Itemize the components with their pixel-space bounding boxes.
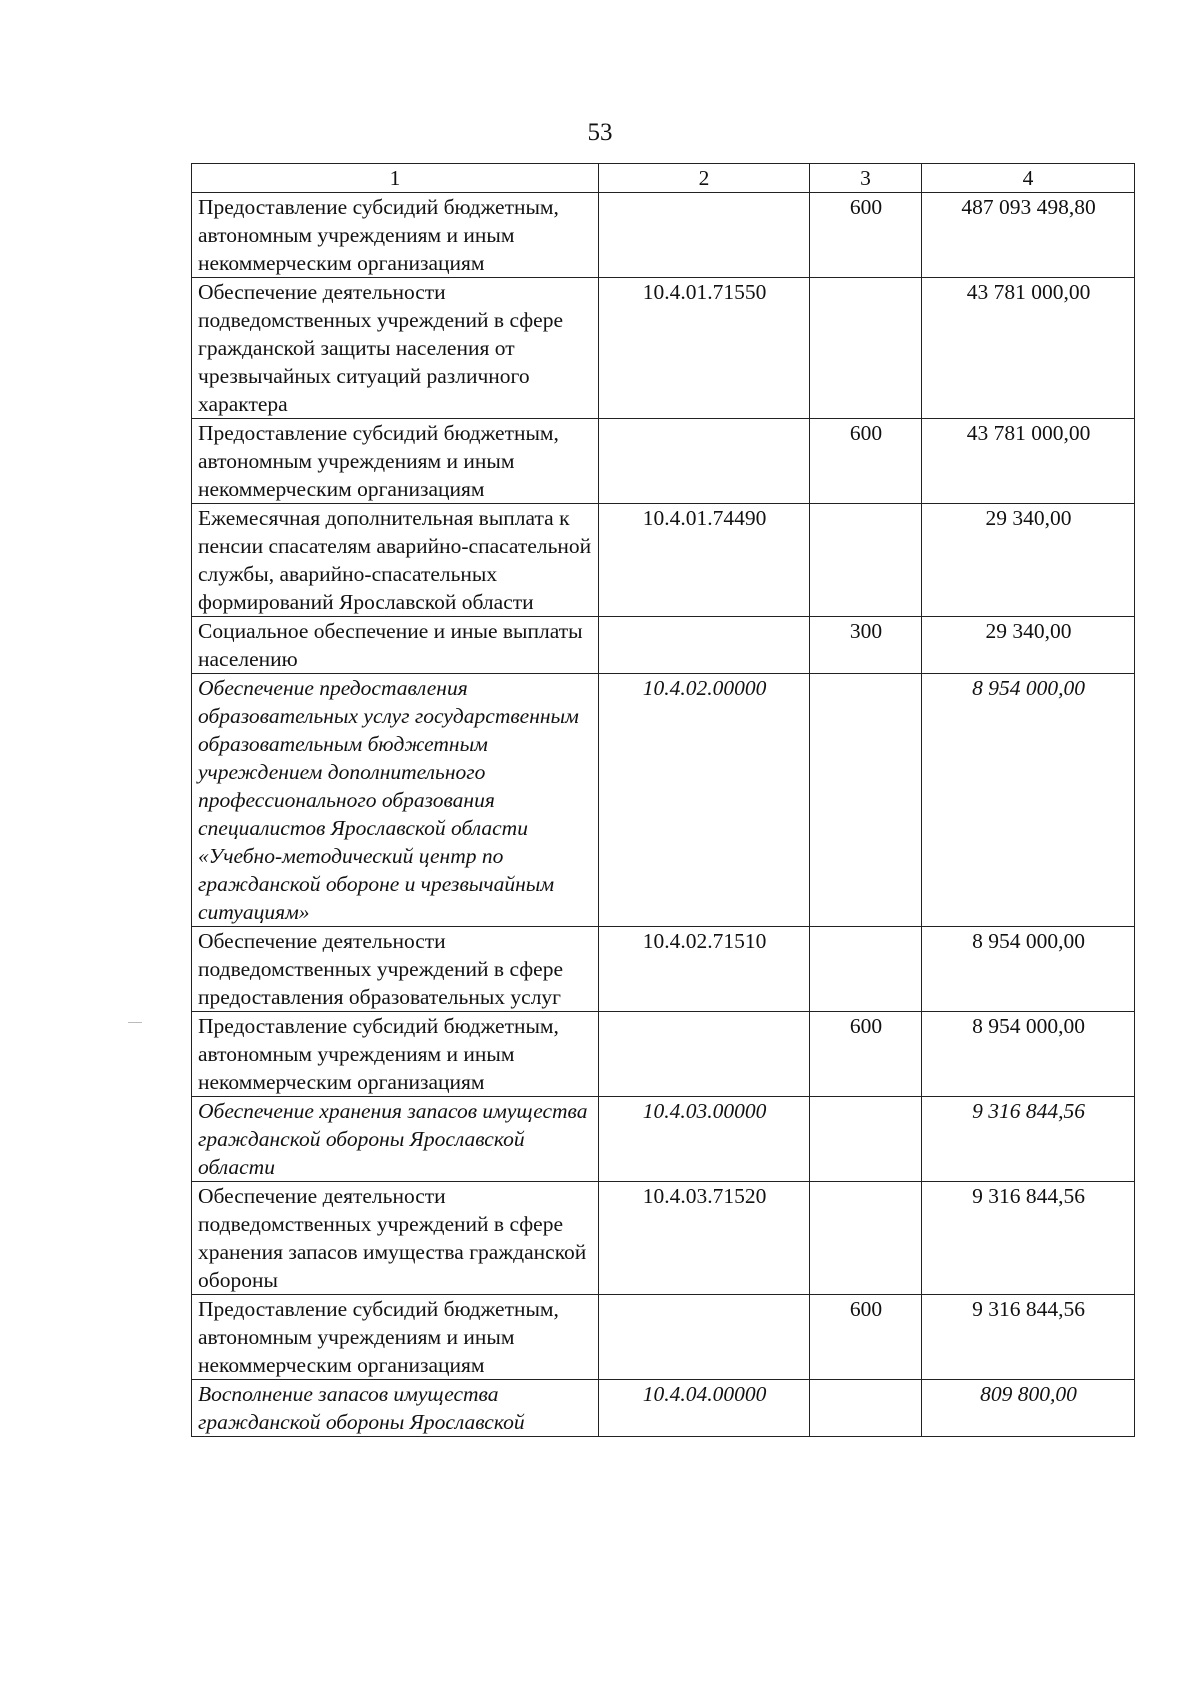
- cell-target-code: 10.4.02.00000: [599, 674, 810, 927]
- table-body: [192, 193, 1135, 1437]
- column-header-1: 1: [192, 164, 599, 193]
- cell-amount: 9 316 844,56: [922, 1295, 1135, 1380]
- cell-target-code: 10.4.03.71520: [599, 1182, 810, 1295]
- table-row: [192, 927, 1135, 1012]
- cell-description: Социальное обеспечение и иные выплаты населению: [192, 617, 599, 674]
- cell-description: Обеспечение хранения запасов имущества гражданской обороны Ярославской области: [192, 1097, 599, 1182]
- cell-target-code: [599, 1012, 810, 1097]
- cell-description: Обеспечение предоставления образовательных услуг государственным образовательным бюджетным учреждением дополнительного профессионального образования специалистов Ярославской области «Учебно-методический центр по гражданской обороне и чрезвычайным ситуациям»: [192, 674, 599, 927]
- table-row: [192, 617, 1135, 674]
- cell-target-code: 10.4.01.71550: [599, 278, 810, 419]
- cell-expense-type: [810, 927, 922, 1012]
- cell-target-code: 10.4.04.00000: [599, 1380, 810, 1437]
- page-number: 53: [587, 119, 613, 146]
- cell-expense-type: [810, 1380, 922, 1437]
- cell-amount: 809 800,00: [922, 1380, 1135, 1437]
- cell-target-code: [599, 1295, 810, 1380]
- cell-amount: 8 954 000,00: [922, 674, 1135, 927]
- cell-expense-type: 600: [810, 1012, 922, 1097]
- cell-expense-type: [810, 1182, 922, 1295]
- cell-target-code: 10.4.02.71510: [599, 927, 810, 1012]
- cell-description: Предоставление субсидий бюджетным, автономным учреждениям и иным некоммерческим организациям: [192, 1295, 599, 1380]
- cell-description: Обеспечение деятельности подведомственных учреждений в сфере гражданской защиты населения от чрезвычайных ситуаций различного характера: [192, 278, 599, 419]
- cell-target-code: [599, 617, 810, 674]
- cell-amount: 9 316 844,56: [922, 1182, 1135, 1295]
- budget-table: [191, 163, 1135, 1437]
- cell-description: Ежемесячная дополнительная выплата к пенсии спасателям аварийно-спасательной службы, аварийно-спасательных формирований Ярославской области: [192, 504, 599, 617]
- cell-expense-type: 600: [810, 419, 922, 504]
- cell-expense-type: [810, 674, 922, 927]
- cell-expense-type: 600: [810, 193, 922, 278]
- cell-amount: 8 954 000,00: [922, 1012, 1135, 1097]
- cell-amount: 43 781 000,00: [922, 278, 1135, 419]
- column-header-3: 3: [810, 164, 922, 193]
- table-row: [192, 1012, 1135, 1097]
- table-row: [192, 193, 1135, 278]
- cell-description: Предоставление субсидий бюджетным, автономным учреждениям и иным некоммерческим организациям: [192, 419, 599, 504]
- cell-description: Предоставление субсидий бюджетным, автономным учреждениям и иным некоммерческим организациям: [192, 1012, 599, 1097]
- table-row: [192, 278, 1135, 419]
- cell-amount: 487 093 498,80: [922, 193, 1135, 278]
- cell-description: Предоставление субсидий бюджетным, автономным учреждениям и иным некоммерческим организациям: [192, 193, 599, 278]
- table-row: [192, 1295, 1135, 1380]
- cell-target-code: [599, 193, 810, 278]
- cell-target-code: 10.4.01.74490: [599, 504, 810, 617]
- scan-mark: [128, 1022, 142, 1023]
- table-row: [192, 419, 1135, 504]
- cell-expense-type: [810, 504, 922, 617]
- cell-amount: 43 781 000,00: [922, 419, 1135, 504]
- table-row: [192, 504, 1135, 617]
- cell-description: Обеспечение деятельности подведомственных учреждений в сфере предоставления образовательных услуг: [192, 927, 599, 1012]
- cell-description: Восполнение запасов имущества гражданской обороны Ярославской: [192, 1380, 599, 1437]
- table-header-row: [192, 164, 1135, 193]
- cell-description: Обеспечение деятельности подведомственных учреждений в сфере хранения запасов имущества гражданской обороны: [192, 1182, 599, 1295]
- cell-target-code: 10.4.03.00000: [599, 1097, 810, 1182]
- cell-expense-type: [810, 278, 922, 419]
- cell-amount: 9 316 844,56: [922, 1097, 1135, 1182]
- cell-expense-type: 300: [810, 617, 922, 674]
- column-header-4: 4: [922, 164, 1135, 193]
- cell-amount: 29 340,00: [922, 504, 1135, 617]
- cell-target-code: [599, 419, 810, 504]
- table-row: [192, 674, 1135, 927]
- cell-amount: 8 954 000,00: [922, 927, 1135, 1012]
- column-header-2: 2: [599, 164, 810, 193]
- table-row: [192, 1182, 1135, 1295]
- cell-expense-type: 600: [810, 1295, 922, 1380]
- table-row: [192, 1097, 1135, 1182]
- table-row: [192, 1380, 1135, 1437]
- cell-expense-type: [810, 1097, 922, 1182]
- cell-amount: 29 340,00: [922, 617, 1135, 674]
